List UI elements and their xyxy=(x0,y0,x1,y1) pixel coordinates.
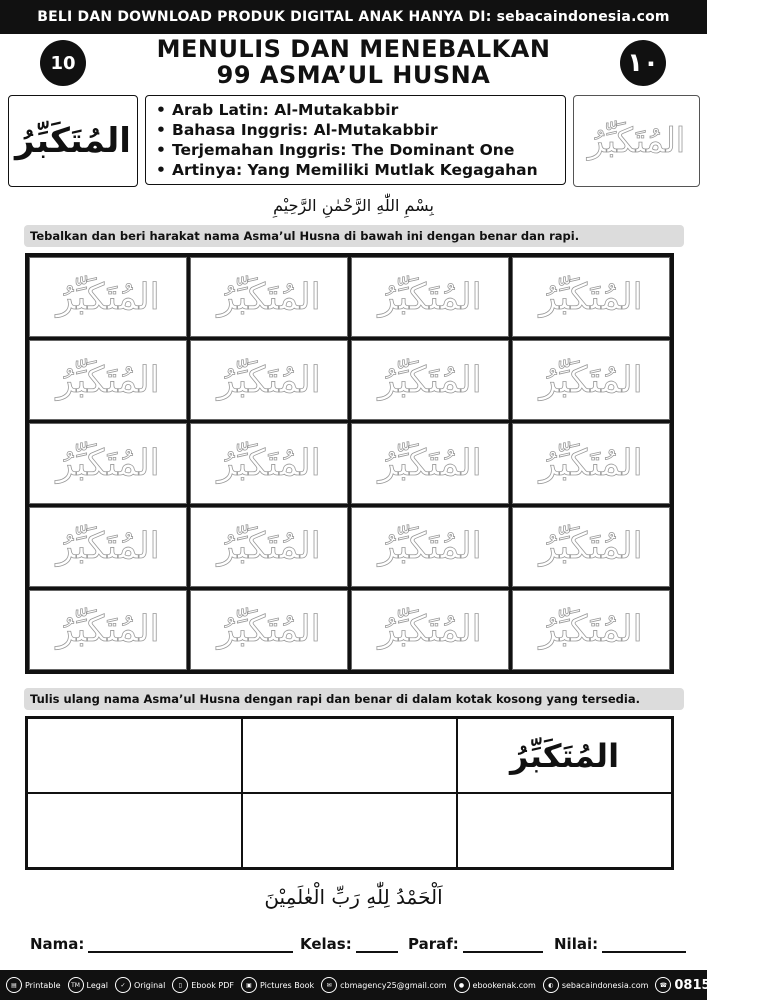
number-right: ١٠ xyxy=(627,48,659,78)
footer-legal: TM Legal xyxy=(68,977,108,993)
instruction-trace: Tebalkan dan beri harakat nama Asma’ul Husna di bawah ini dengan benar dan rapi. xyxy=(24,225,684,247)
footer-ebook: ▯ Ebook PDF xyxy=(172,977,234,993)
trace-cell[interactable]: المُتَكَبِّرُ xyxy=(351,507,509,587)
write-cell-example: المُتَكَبِّرُ xyxy=(457,718,672,793)
nama-line[interactable] xyxy=(88,937,293,953)
footer-pictures: ▣ Pictures Book xyxy=(241,977,314,993)
trace-grid xyxy=(25,253,674,674)
trace-cell[interactable]: المُتَكَبِّرُ xyxy=(512,590,670,670)
trace-sample-box xyxy=(573,95,700,187)
field-kelas: Kelas: xyxy=(300,935,398,953)
paraf-line[interactable] xyxy=(463,937,543,953)
top-banner xyxy=(0,0,707,34)
printer-icon: ▤ xyxy=(6,977,22,993)
title-line-1: MENULIS DAN MENEBALKAN xyxy=(156,35,551,63)
info-item: • Terjemahan Inggris: The Dominant One xyxy=(156,141,515,159)
number-badge-left xyxy=(40,40,86,86)
picture-icon: ▣ xyxy=(241,977,257,993)
trace-cell[interactable]: المُتَكَبِّرُ xyxy=(512,257,670,337)
trace-cell[interactable]: المُتَكَبِّرُ xyxy=(29,507,187,587)
trace-cell[interactable]: المُتَكَبِّرُ xyxy=(351,257,509,337)
hamdalah: اَلْحَمْدُ لِلّٰهِ رَبِّ الْعٰلَمِيْنَ xyxy=(264,885,443,909)
write-grid xyxy=(25,716,674,870)
trademark-icon: TM xyxy=(68,977,84,993)
field-nama: Nama: xyxy=(30,935,293,953)
footer-printable: ▤ Printable xyxy=(6,977,61,993)
book-icon: ▯ xyxy=(172,977,188,993)
info-item: • Artinya: Yang Memiliki Mutlak Kegagahan xyxy=(156,161,538,179)
logo-icon: ● xyxy=(454,977,470,993)
trace-cell[interactable]: المُتَكَبِّرُ xyxy=(190,340,348,420)
field-nilai: Nilai: xyxy=(554,935,686,953)
write-cell[interactable] xyxy=(457,793,672,868)
write-cell[interactable] xyxy=(27,718,242,793)
trace-cell[interactable]: المُتَكَبِّرُ xyxy=(512,340,670,420)
footer-phone[interactable]: ☎ 0815 6148 165 xyxy=(655,977,783,993)
number-badge-right xyxy=(620,40,666,86)
write-cell[interactable] xyxy=(242,718,457,793)
info-list xyxy=(156,100,555,180)
globe-icon: ◐ xyxy=(543,977,559,993)
top-banner-text: BELI DAN DOWNLOAD PRODUK DIGITAL ANAK HANYA DI: sebacaindonesia.com xyxy=(37,9,670,25)
info-box xyxy=(145,95,566,185)
trace-cell[interactable]: المُتَكَبِّرُ xyxy=(512,507,670,587)
trace-cell[interactable]: المُتَكَبِّرُ xyxy=(29,257,187,337)
footer-site1[interactable]: ● ebookenak.com xyxy=(454,977,536,993)
field-paraf: Paraf: xyxy=(408,935,543,953)
footer-bar xyxy=(0,970,783,1000)
trace-cell[interactable]: المُتَكَبِّرُ xyxy=(29,423,187,503)
footer-site2[interactable]: ◐ sebacaindonesia.com xyxy=(543,977,649,993)
trace-cell[interactable]: المُتَكَبِّرُ xyxy=(190,423,348,503)
instruction-write: Tulis ulang nama Asma’ul Husna dengan rapi dan benar di dalam kotak kosong yang tersedia. xyxy=(24,688,684,710)
arabic-name: المُتَكَبِّرُ xyxy=(15,121,131,161)
trace-cell[interactable]: المُتَكَبِّرُ xyxy=(512,423,670,503)
page-title xyxy=(100,36,607,88)
title-line-2: 99 ASMA’UL HUSNA xyxy=(216,61,491,89)
write-cell[interactable] xyxy=(27,793,242,868)
trace-cell[interactable]: المُتَكَبِّرُ xyxy=(29,340,187,420)
trace-cell[interactable]: المُتَكَبِّرُ xyxy=(29,590,187,670)
footer-email[interactable]: ✉ cbmagency25@gmail.com xyxy=(321,977,446,993)
trace-sample: المُتَكَبِّرُ xyxy=(587,121,686,161)
trace-cell[interactable]: المُتَكَبِّرُ xyxy=(190,507,348,587)
trace-cell[interactable]: المُتَكَبِّرُ xyxy=(351,423,509,503)
badge-icon: ✓ xyxy=(115,977,131,993)
arabic-name-box xyxy=(8,95,138,187)
trace-cell[interactable]: المُتَكَبِّرُ xyxy=(190,590,348,670)
basmalah: بِسْمِ اللّٰهِ الرَّحْمٰنِ الرَّحِيْمِ xyxy=(273,196,434,215)
number-left: 10 xyxy=(50,52,76,74)
kelas-line[interactable] xyxy=(356,937,398,953)
trace-cell[interactable]: المُتَكَبِّرُ xyxy=(351,590,509,670)
trace-cell[interactable]: المُتَكَبِّرُ xyxy=(190,257,348,337)
info-item: • Bahasa Inggris: Al-Mutakabbir xyxy=(156,121,438,139)
mail-icon: ✉ xyxy=(321,977,337,993)
nilai-line[interactable] xyxy=(602,937,686,953)
info-item: • Arab Latin: Al-Mutakabbir xyxy=(156,101,399,119)
phone-icon: ☎ xyxy=(655,977,671,993)
trace-cell[interactable]: المُتَكَبِّرُ xyxy=(351,340,509,420)
write-cell[interactable] xyxy=(242,793,457,868)
footer-original: ✓ Original xyxy=(115,977,165,993)
